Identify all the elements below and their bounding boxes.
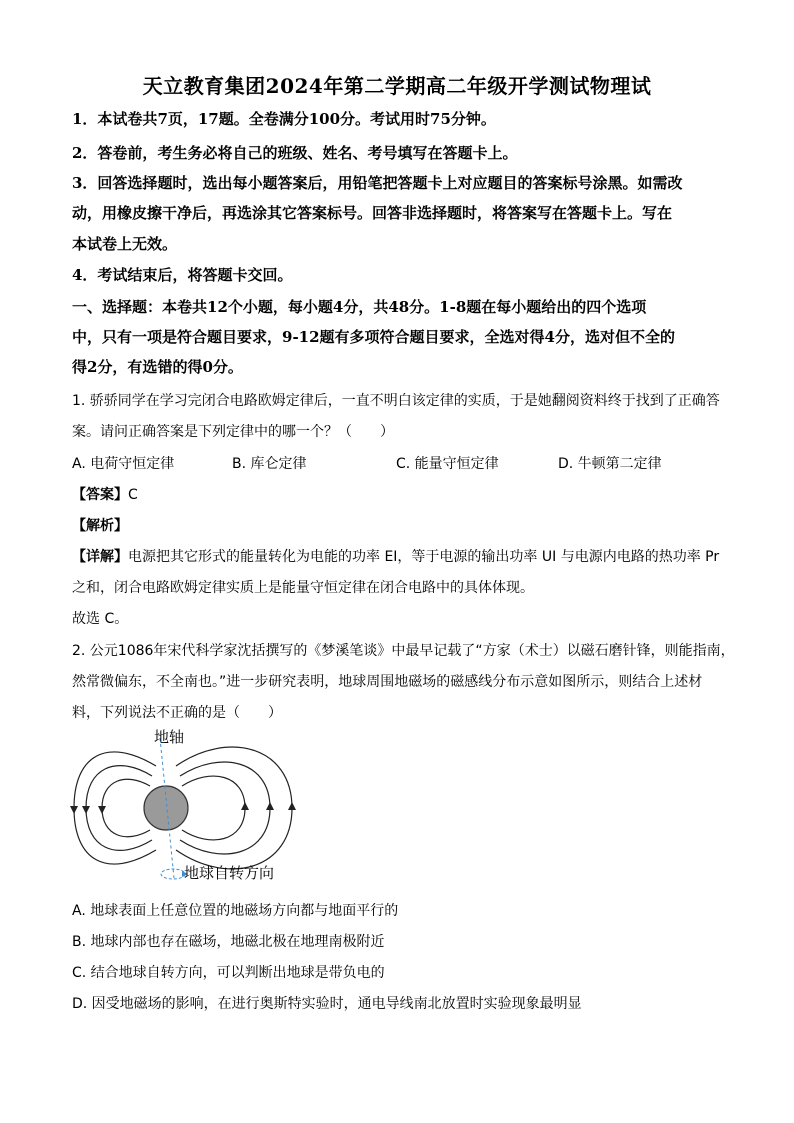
instruction-3-line-1: 3．回答选择题时，选出每小题答案后，用铅笔把答题卡上对应题目的答案标号涂黑。如需改 [72,174,683,192]
answer-label: 【答案】 [72,487,128,503]
detail-line-2: 之和，闭合电路欧姆定律实质上是能量守恒定律在闭合电路中的具体体现。 [72,580,534,596]
q2-stem-line-1: 2. 公元1086年宋代科学家沈括撰写的《梦溪笔谈》中最早记载了“方家（术士）以磁石磨针锋，则能指南， [72,643,735,659]
q1-stem-line-1: 1. 骄骄同学在学习完闭合电路欧姆定律后，一直不明白该定律的实质，于是她翻阅资料终于找到了正确答 [72,393,720,409]
q2-stem-line-3: 料，下列说法不正确的是（ ） [72,705,282,721]
detail-line-1: 电源把其它形式的能量转化为电能的功率 EI，等于电源的输出功率 UI 与电源内电路的热功率 Pr [128,549,720,565]
page-title: 天立教育集团2024年第二学期高二年级开学测试物理试 [142,74,652,98]
q1-stem-line-2: 案。请问正确答案是下列定律中的哪一个？（ ） [72,424,394,440]
q1-conclusion: 故选 C。 [72,611,129,627]
earth-magnetic-field-figure [70,728,310,888]
rotation-label: 地球自转方向 [184,864,275,882]
q1-detail-row [72,546,719,566]
section-heading-line-3: 得2分，有选错的得0分。 [72,358,243,376]
detail-label: 【详解】 [72,549,128,565]
q2-option-b: B. 地球内部也存在磁场，地磁北极在地理南极附近 [72,934,385,950]
instruction-1: 1．本试卷共7页，17题。全卷满分100分。考试用时75分钟。 [72,110,496,128]
instruction-3-line-3: 本试卷上无效。 [72,235,178,253]
answer-value: C [128,487,138,503]
instruction-2: 2．答卷前，考生务必将自己的班级、姓名、考号填写在答题卡上。 [72,144,518,162]
instruction-4: 4．考试结束后，将答题卡交回。 [72,266,293,284]
axis-label: 地轴 [154,728,185,746]
q1-option-c: C. 能量守恒定律 [396,456,499,472]
instruction-3-line-2: 动，用橡皮擦干净后，再选涂其它答案标号。回答非选择题时，将答案写在答题卡上。写在 [72,204,673,222]
q2-stem-line-2: 然常微偏东，不全南也。”进一步研究表明，地球周围地磁场的磁感线分布示意如图所示，则结合上述材 [72,674,703,690]
earth-icon [144,786,188,830]
q1-answer-row [72,484,138,504]
q1-analysis-row [72,515,128,535]
q1-option-b: B. 库仑定律 [232,456,307,472]
q1-option-d: D. 牛顿第二定律 [558,456,662,472]
q2-option-c: C. 结合地球自转方向，可以判断出地球是带负电的 [72,965,385,981]
analysis-label: 【解析】 [72,518,128,534]
q1-option-a: A. 电荷守恒定律 [72,456,175,472]
section-heading-line-1: 一、选择题：本卷共12个小题，每小题4分，共48分。1-8题在每小题给出的四个选项 [72,298,647,316]
q2-option-a: A. 地球表面上任意位置的地磁场方向都与地面平行的 [72,903,399,919]
section-heading-line-2: 中，只有一项是符合题目要求，9-12题有多项符合题目要求，全选对得4分，选对但不全的 [72,328,675,346]
q2-option-d: D. 因受地磁场的影响，在进行奥斯特实验时，通电导线南北放置时实验现象最明显 [72,996,582,1012]
